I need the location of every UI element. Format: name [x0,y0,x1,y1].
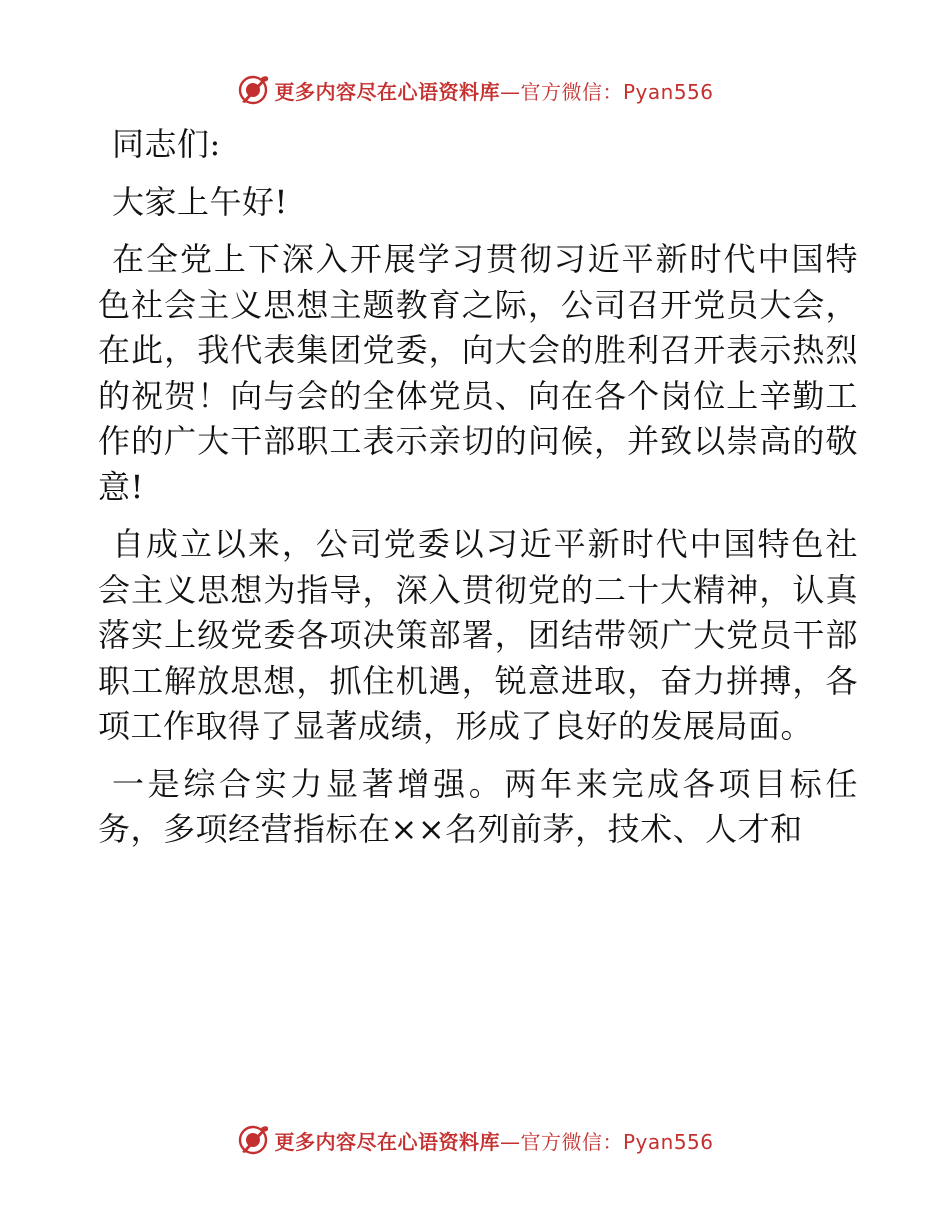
watermark-label: 官方微信： [520,79,623,104]
quill-pen-logo-icon [236,1123,270,1157]
footer-watermark [0,1120,950,1160]
watermark-site-name: 更多内容尽在心语资料库 [274,79,500,104]
header-watermark [0,70,950,110]
greeting: 同志们: [112,125,221,163]
paragraph-2: 自成立以来，公司党委以习近平新时代中国特色社会主义思想为指导，深入贯彻党的二十大精神，认真落实上级党委各项决策部署，团结带领广大党员干部职工解放思想，抓住机遇，锐意进取，奋力拼搏，各项工作取得了显著成绩，形成了良好的发展局面。 [98,525,858,745]
watermark-dash: — [499,79,521,104]
watermark-dash: — [499,1129,521,1154]
document-body [98,122,858,865]
paragraph-1: 在全党上下深入开展学习贯彻习近平新时代中国特色社会主义思想主题教育之际，公司召开党员大会，在此，我代表集团党委，向大会的胜利召开表示热烈的祝贺！向与会的全体党员、向在各个岗位上辛勤工作的广大干部职工表示亲切的问候，并致以崇高的敬意! [98,240,858,506]
watermark-wechat-id: Pyan556 [622,79,714,104]
salutation: 大家上午好! [112,182,288,221]
paragraph-3: 一是综合实力显著增强。两年来完成各项目标任务，多项经营指标在××名列前茅，技术、人才和 [98,764,858,848]
watermark-wechat-id: Pyan556 [622,1129,714,1154]
watermark-site-name: 更多内容尽在心语资料库 [274,1129,500,1154]
quill-pen-logo-icon [236,73,270,107]
watermark-label: 官方微信： [520,1129,623,1154]
